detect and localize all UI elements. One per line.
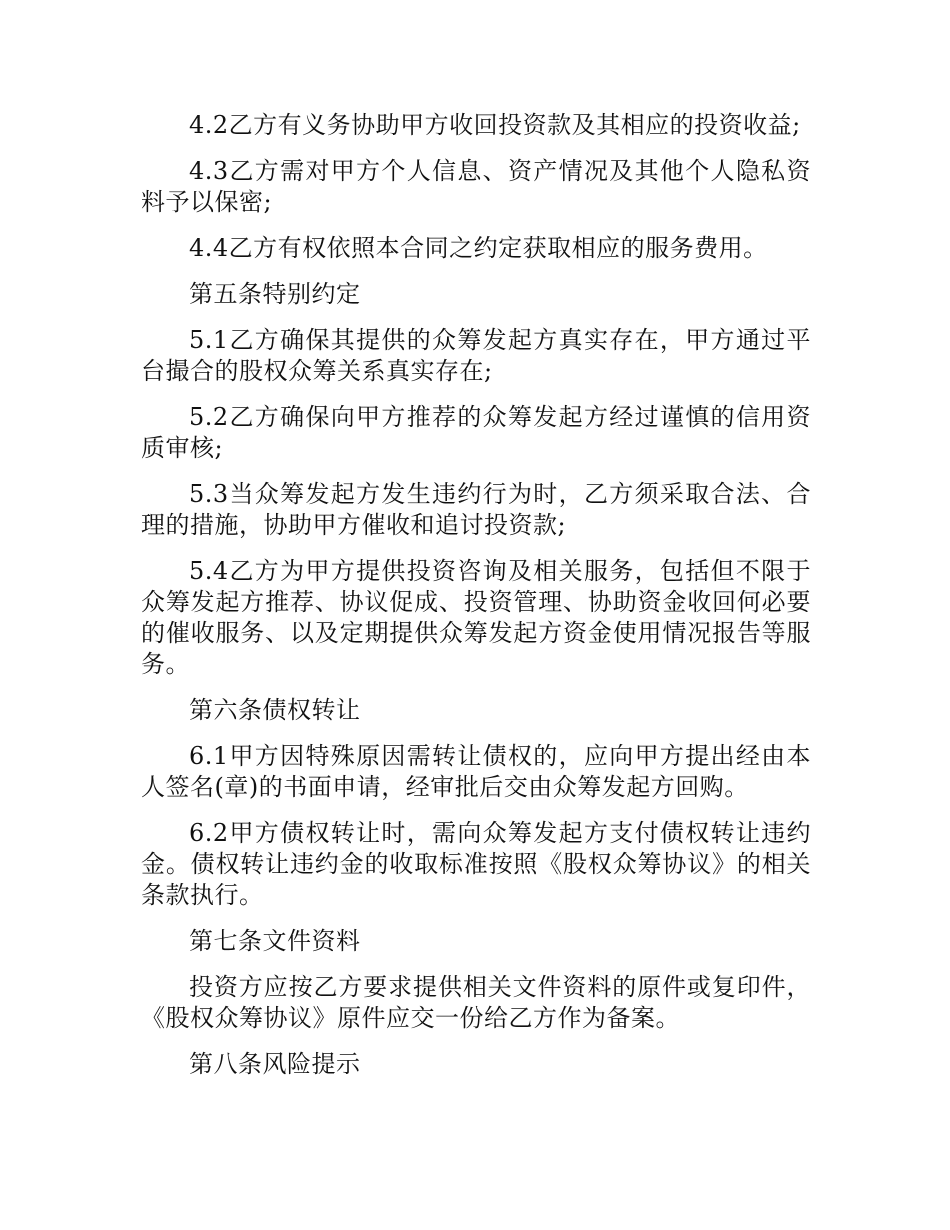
clause-4-3: 4.3乙方需对甲方个人信息、资产情况及其他个人隐私资料予以保密; (141, 157, 811, 216)
clause-5-3: 5.3当众筹发起方发生违约行为时，乙方须采取合法、合理的措施，协助甲方催收和追讨投资款; (141, 480, 811, 539)
clause-5-4: 5.4乙方为甲方提供投资咨询及相关服务，包括但不限于众筹发起方推荐、协议促成、投资管理、协助资金收回何必要的催收服务、以及定期提供众筹发起方资金使用情况报告等服务。 (141, 557, 811, 678)
clause-6-1: 6.1甲方因特殊原因需转让债权的，应向甲方提出经由本人签名(章)的书面申请，经审批后交由众筹发起方回购。 (141, 742, 811, 801)
clause-6-2: 6.2甲方债权转让时，需向众筹发起方支付债权转让违约金。债权转让违约金的收取标准按照《股权众筹协议》的相关条款执行。 (141, 819, 811, 909)
article-8-heading: 第八条风险提示 (189, 1050, 361, 1078)
clause-5-2: 5.2乙方确保向甲方推荐的众筹发起方经过谨慎的信用资质审核; (141, 403, 811, 462)
article-7-body: 投资方应按乙方要求提供相关文件资料的原件或复印件，《股权众筹协议》原件应交一份给乙方作为备案。 (141, 973, 811, 1032)
article-5-heading: 第五条特别约定 (189, 280, 361, 308)
article-7-heading: 第七条文件资料 (189, 927, 361, 955)
document-page (141, 110, 811, 1095)
clause-4-4: 4.4乙方有权依照本合同之约定获取相应的服务费用。 (189, 234, 768, 262)
clause-5-1: 5.1乙方确保其提供的众筹发起方真实存在，甲方通过平台撮合的股权众筹关系真实存在; (141, 326, 811, 385)
clause-4-2: 4.2乙方有义务协助甲方收回投资款及其相应的投资收益; (189, 111, 801, 139)
article-6-heading: 第六条债权转让 (189, 696, 361, 724)
